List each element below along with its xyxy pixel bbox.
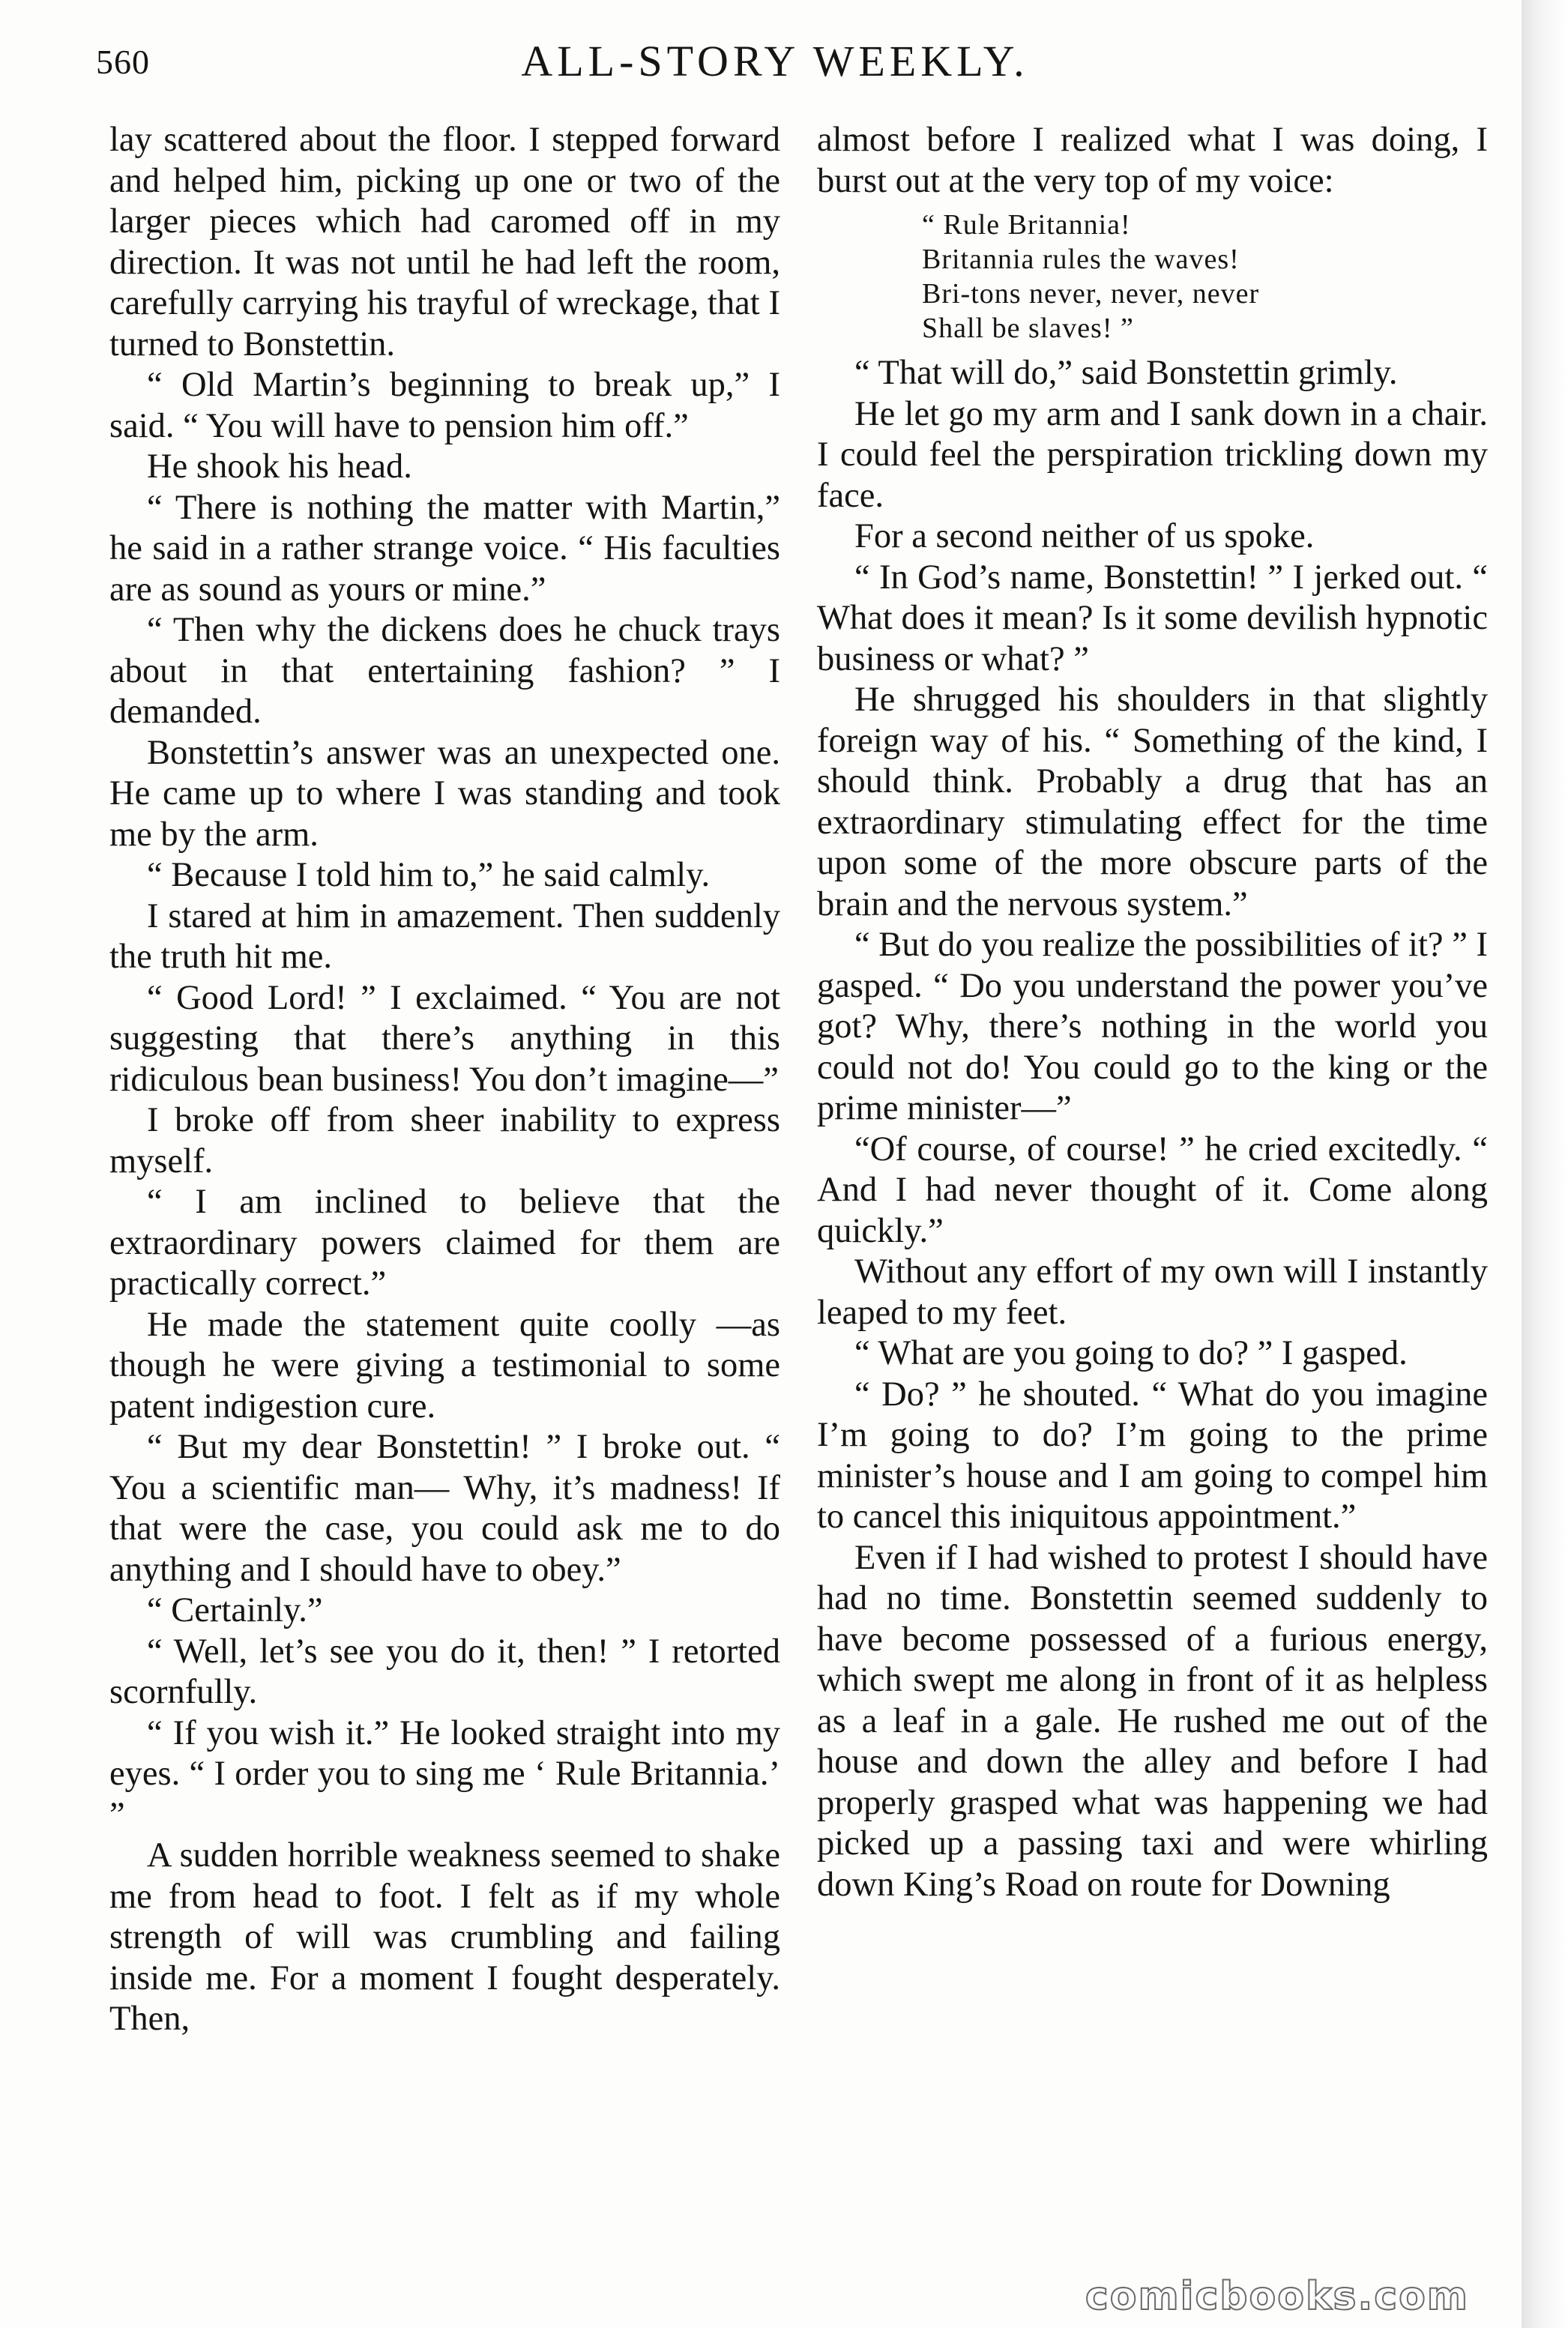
paragraph: “ Old Martin’s beginning to break up,” I said. “ You will have to pension him off.” [109,366,780,445]
paragraph: I broke off from sheer inability to express myself. [109,1101,780,1180]
paragraph: He shook his head. [147,447,412,486]
paragraph: almost before I realized what I was doing, I burst out at the very top of my voice: [817,121,1488,200]
page-number: 560 [96,43,150,81]
right-column-body [817,353,1488,1905]
paragraph: For a second neither of us spoke. [854,517,1315,555]
paragraph: He made the statement quite coolly —as though he were giving a testimonial to some patent indigestion cure. [109,1305,780,1426]
paragraph: I stared at him in amazement. Then suddenly the truth hit me. [109,896,780,976]
paragraph: “ There is nothing the matter with Martin,” he said in a rather strange voice. “ His faculties are as sound as yours or mine.” [109,488,780,609]
paragraph: “ If you wish it.” He looked straight into my eyes. “ I order you to sing me ‘ Rule Britannia.’ ” [109,1713,780,1834]
right-column [817,120,1488,1905]
verse-line: Britannia rules the waves! [922,244,1240,275]
paragraph: “ Good Lord! ” I exclaimed. “ You are not suggesting that there’s anything in this ridiculous bean business! You don’t imagine—” [109,978,780,1099]
paragraph: Without any effort of my own will I instantly leaped to my feet. [817,1252,1488,1332]
verse-line: “ Rule Britannia! [922,209,1131,241]
paragraph: A sudden horrible weakness seemed to shake me from head to foot. I felt as if my whole strength of will was crumbling and failing inside me. For a moment I fought desperately. Then, [109,1836,780,2038]
paragraph: He let go my arm and I sank down in a chair. I could feel the perspiration trickling down my face. [817,394,1488,515]
paragraph: lay scattered about the floor. I stepped forward and helped him, picking up one or two of the larger pieces which had caromed off in my direction. It was not until he had left the room, carefully carrying his trayful of wreckage, that I turned to Bonstettin. [109,121,780,364]
paragraph: “ Do? ” he shouted. “ What do you imagine I’m going to do? I’m going to the prime minister’s house and I am going to compel him to cancel this iniquitous appointment.” [817,1375,1488,1536]
paragraph: “ But do you realize the possibilities of it? ” I gasped. “ Do you understand the power you’ve got? Why, there’s nothing in the world you could not do! You could go to the king or the prime minister—” [817,926,1488,1127]
page-header [96,36,1454,96]
song-verse [922,208,1488,346]
paragraph: “Of course, of course! ” he cried excitedly. “ And I had never thought of it. Come along quickly.” [817,1130,1488,1250]
paragraph: “ But my dear Bonstettin! ” I broke out. “ You a scientific man— Why, it’s madness! If that were the case, you could ask me to do anything and I should have to obey.” [109,1428,780,1589]
paragraph: Bonstettin’s answer was an unexpected one. He came up to where I was standing and took me by the arm. [109,733,780,854]
paragraph: “ That will do,” said Bonstettin grimly. [854,354,1398,392]
scan-edge [1522,0,1568,2328]
paragraph: “ Because I told him to,” he said calmly. [147,856,711,894]
paragraph: “ Certainly.” [147,1591,323,1629]
paragraph: “ Well, let’s see you do it, then! ” I retorted scornfully. [109,1632,780,1711]
paragraph: “ Then why the dickens does he chuck trays about in that entertaining fashion? ” I demanded. [109,611,780,731]
paragraph: Even if I had wished to protest I should have had no time. Bonstettin seemed suddenly to have become possessed of a furious energy, which swept me along in front of it as helpless as a leaf in a gale. He rushed me out of the house and down the alley and before I had properly grasped what was happening we had picked up a passing taxi and were whirling down King’s Road on route for Downing [817,1538,1488,1904]
verse-line: Bri-tons never, never, never [922,278,1260,310]
paragraph: “ I am inclined to believe that the extraordinary powers claimed for them are practically correct.” [109,1183,780,1303]
paragraph: “ What are you going to do? ” I gasped. [854,1334,1408,1372]
paragraph: “ In God’s name, Bonstettin! ” I jerked out. “ What does it mean? Is it some devilish hypnotic business or what? ” [817,558,1488,678]
paragraph: He shrugged his shoulders in that slightly foreign way of his. “ Something of the kind, I should think. Probably a drug that has an extraordinary stimulating effect for the time upon some of the more obscure parts of the brain and the nervous system.” [817,681,1488,923]
left-column [109,120,780,2040]
running-title: ALL-STORY WEEKLY. [521,37,1029,85]
verse-line: Shall be slaves! ” [922,313,1134,344]
watermark-logo: comicbooks.com [1085,2274,1469,2319]
